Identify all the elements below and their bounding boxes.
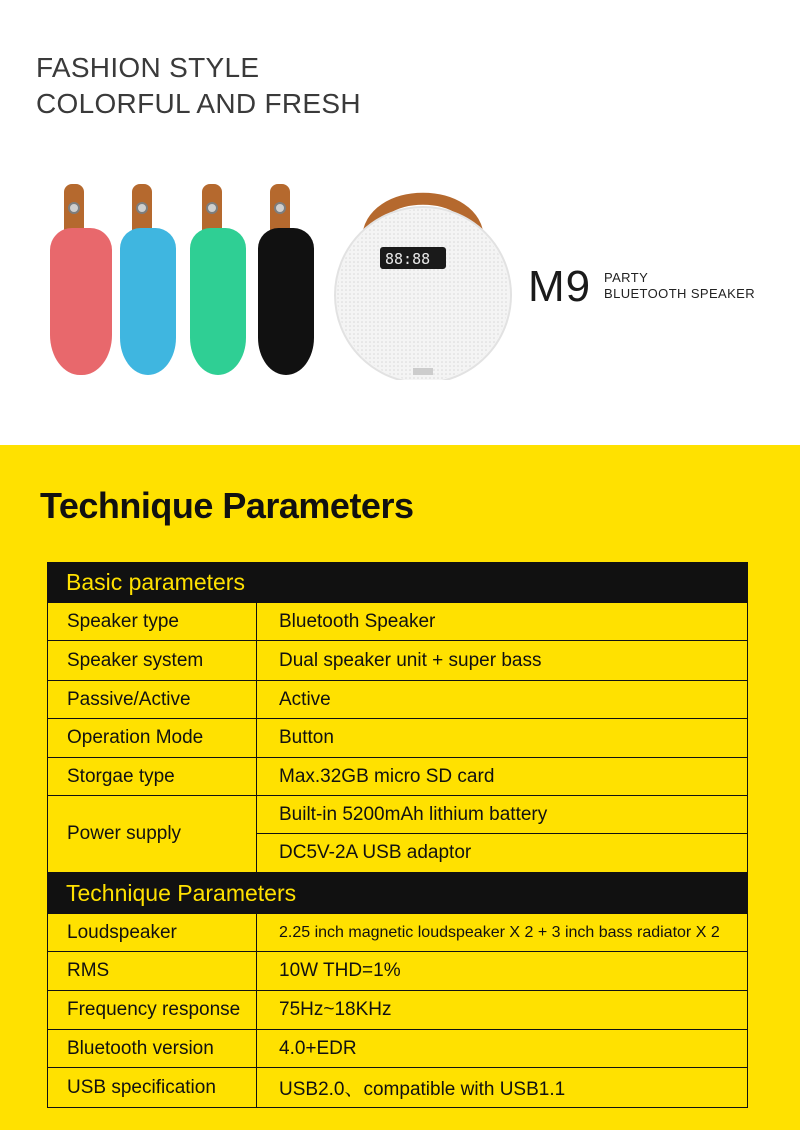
power-values	[257, 796, 747, 872]
row-value: Dual speaker unit + super bass	[279, 649, 542, 671]
table-row	[47, 952, 748, 991]
speaker-body	[50, 228, 112, 375]
row-value: 75Hz~18KHz	[279, 999, 392, 1020]
row-value: Active	[279, 688, 331, 710]
tagline-line-1: FASHION STYLE	[36, 52, 260, 83]
table-row	[47, 719, 748, 758]
table-row	[47, 1068, 748, 1108]
table-row	[47, 1030, 748, 1068]
row-value: 4.0+EDR	[279, 1037, 357, 1059]
product-banner	[0, 0, 800, 445]
speaker-black-image	[258, 180, 314, 375]
table-row	[47, 603, 748, 641]
strap-rivet	[274, 202, 286, 214]
row-value: Max.32GB micro SD card	[279, 765, 495, 787]
row-value: Button	[279, 727, 334, 748]
row-label: Power supply	[48, 796, 257, 872]
row-value: Built-in 5200mAh lithium battery	[257, 796, 747, 834]
row-label: Passive/Active	[48, 681, 257, 718]
table-row	[47, 641, 748, 681]
row-label: USB specification	[48, 1068, 257, 1107]
row-label: RMS	[48, 952, 257, 990]
strap-rivet	[206, 202, 218, 214]
speaker-green-image	[190, 180, 246, 375]
table-row-power-supply	[47, 796, 748, 873]
tagline	[36, 50, 361, 122]
row-label: Speaker system	[48, 641, 257, 680]
row-label: Frequency response	[48, 991, 257, 1029]
product-subtitle-line-2: BLUETOOTH SPEAKER	[604, 286, 756, 301]
strap-rivet	[68, 202, 80, 214]
speaker-white-front-image	[328, 180, 518, 380]
product-model: M9	[528, 262, 592, 311]
row-label: Loudspeaker	[48, 914, 257, 951]
section-title: Technique Parameters	[40, 485, 414, 526]
parameters-table	[47, 562, 748, 1108]
speaker-blue-image	[120, 180, 176, 375]
speaker-pink-image	[50, 180, 112, 375]
row-label: Speaker type	[48, 603, 257, 640]
speaker-body	[190, 228, 246, 375]
row-value: DC5V-2A USB adaptor	[279, 842, 472, 863]
strap-rivet	[136, 202, 148, 214]
product-subtitle	[604, 270, 755, 302]
table-row	[47, 991, 748, 1030]
row-label: Storgae type	[48, 758, 257, 795]
row-value: 2.25 inch magnetic loudspeaker X 2 + 3 inch bass radiator X 2	[279, 923, 720, 941]
technique-parameters-header: Technique Parameters	[47, 873, 748, 914]
row-value: Bluetooth Speaker	[279, 610, 436, 632]
product-subtitle-line-1: PARTY	[604, 270, 649, 285]
parameters-section	[0, 445, 800, 1130]
speaker-body	[258, 228, 314, 375]
row-label: Bluetooth version	[48, 1030, 257, 1067]
row-value: USB2.0、compatible with USB1.1	[279, 1079, 566, 1100]
speaker-display-text: 88:88	[385, 250, 431, 268]
table-row	[47, 681, 748, 719]
row-label: Operation Mode	[48, 719, 257, 757]
table-row	[47, 914, 748, 952]
basic-parameters-header: Basic parameters	[47, 562, 748, 603]
tagline-line-2: COLORFUL AND FRESH	[36, 88, 361, 119]
white-speaker-drawing	[328, 180, 518, 380]
speaker-body	[120, 228, 176, 375]
row-value: 10W THD=1%	[279, 960, 401, 981]
table-row	[47, 758, 748, 796]
